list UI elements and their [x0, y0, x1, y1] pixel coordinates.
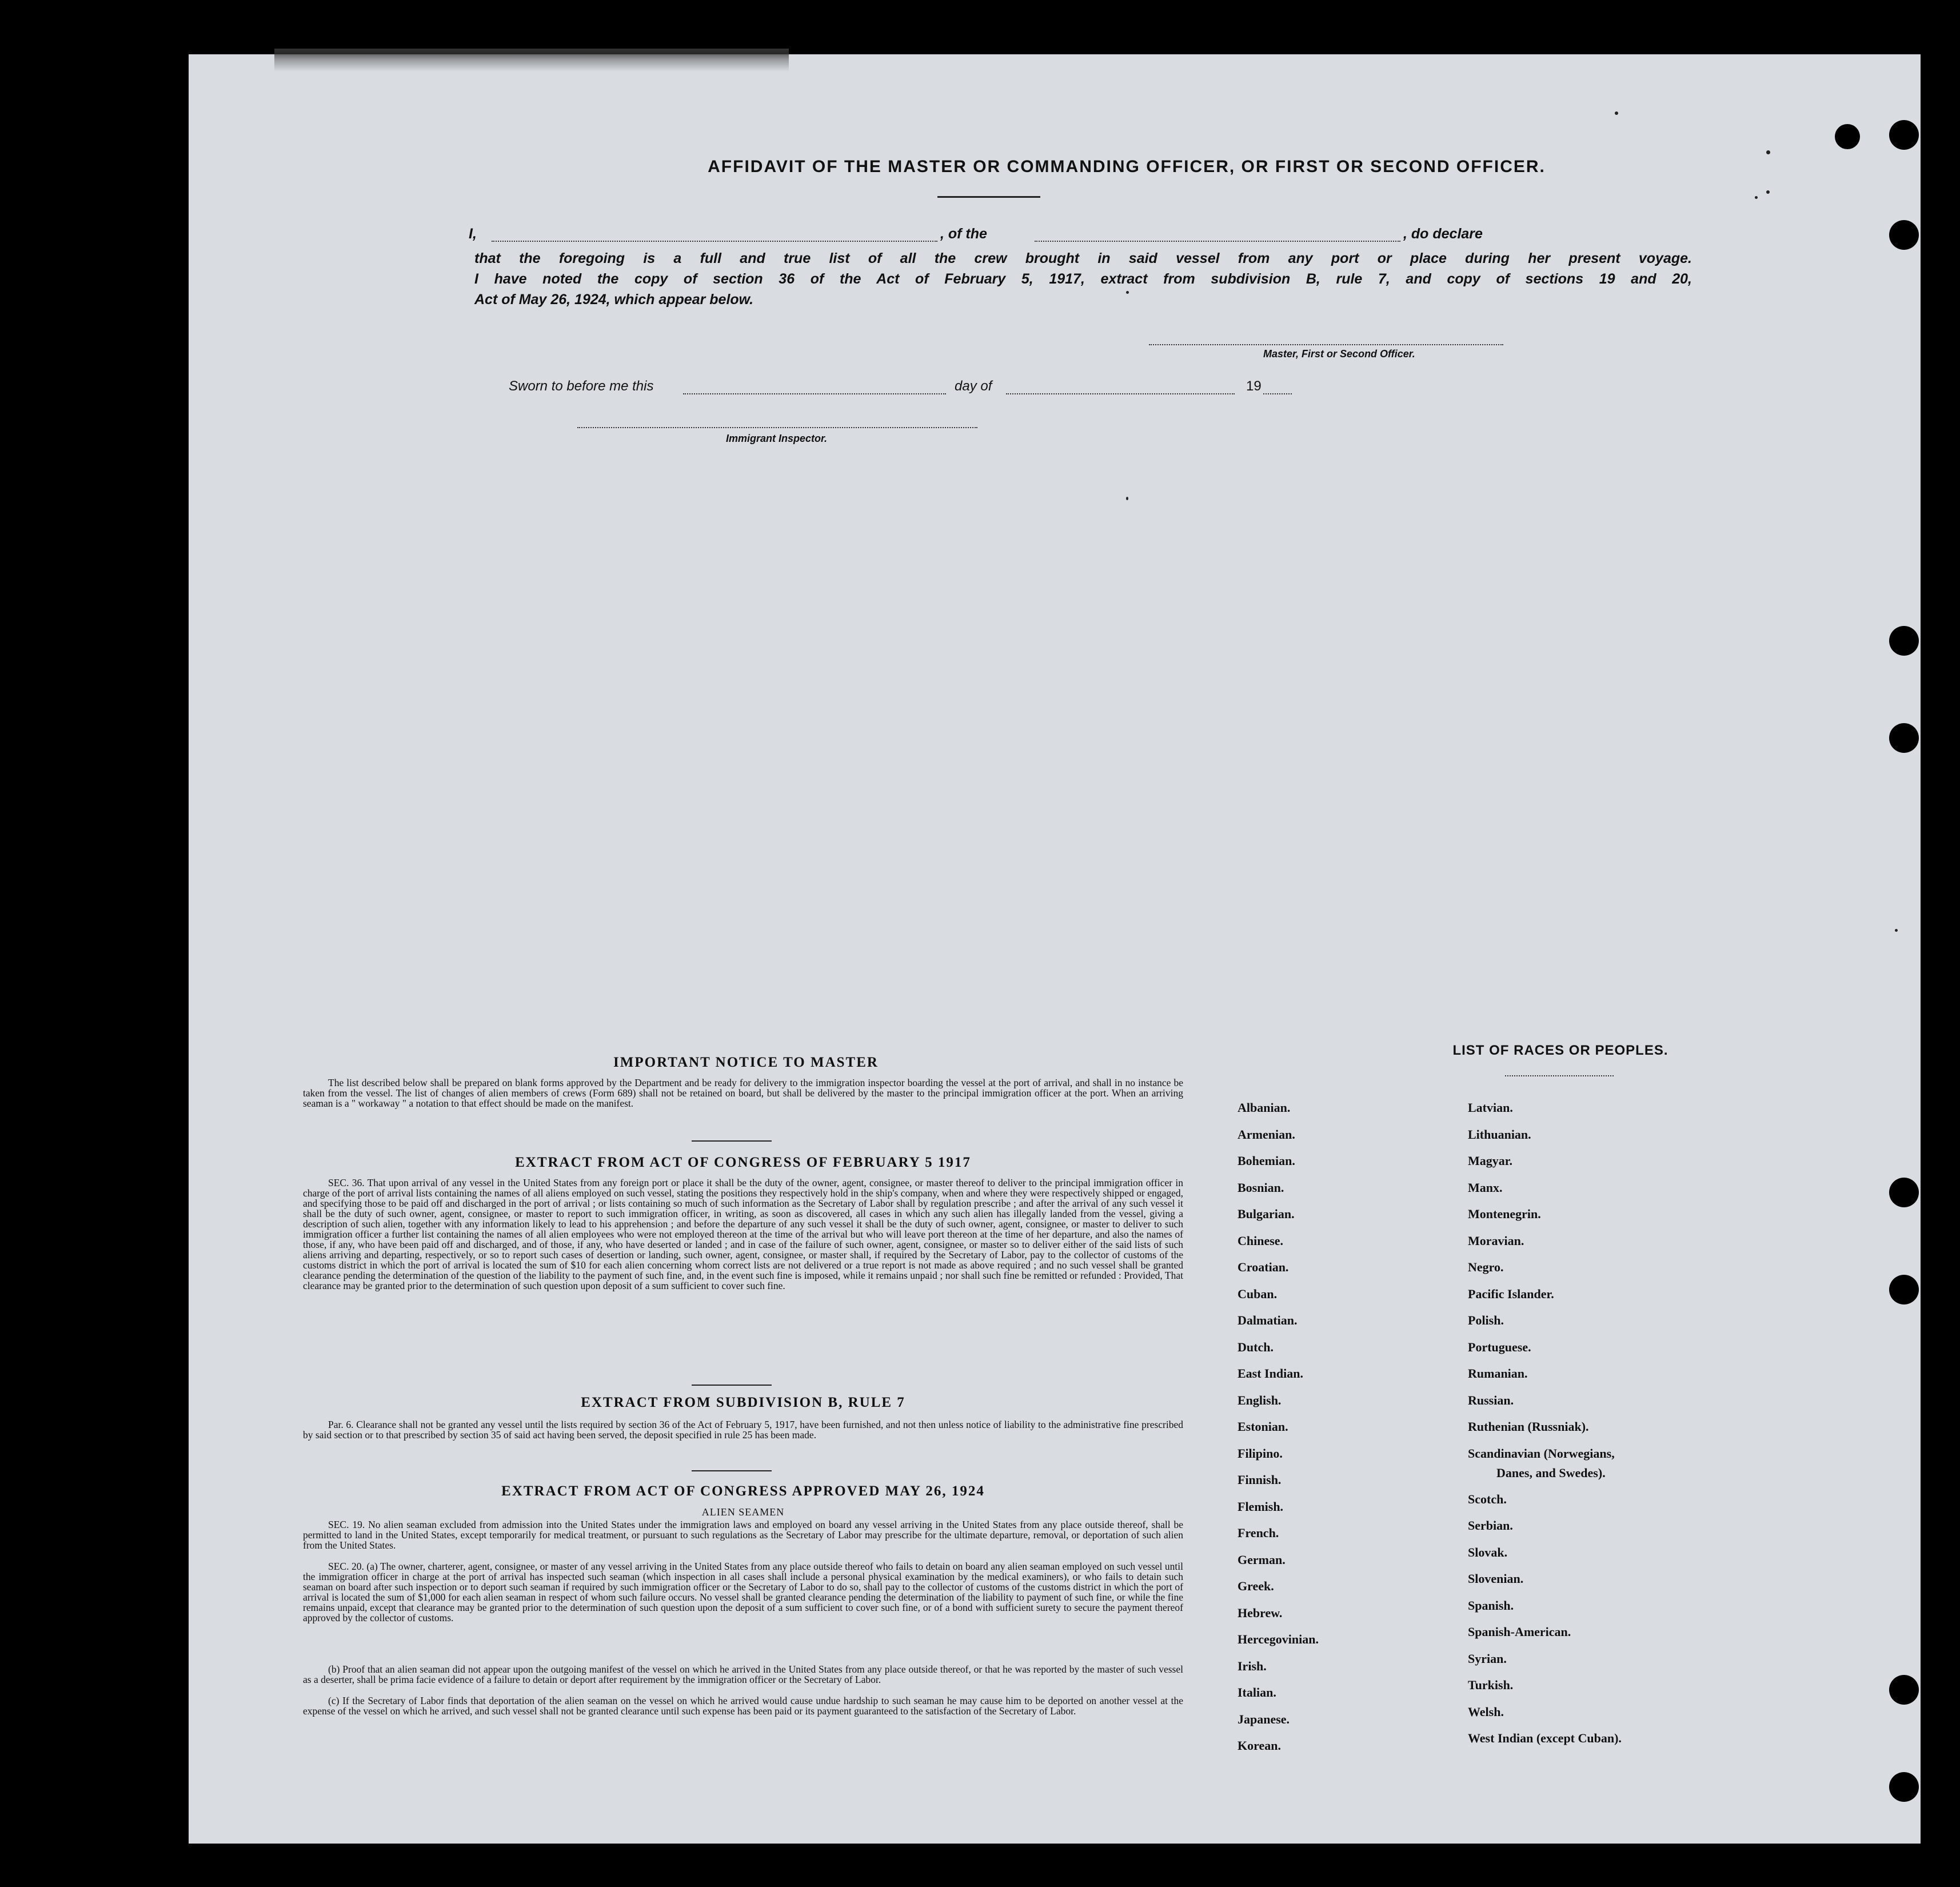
race-item: Magyar. [1468, 1154, 1513, 1168]
binder-hole [1889, 220, 1919, 250]
sworn-line [509, 378, 1480, 399]
race-item: Montenegrin. [1468, 1207, 1541, 1221]
race-item: Bosnian. [1238, 1180, 1284, 1195]
race-item: French. [1238, 1526, 1279, 1540]
declaration-line-4: Act of May 26, 1924, which appear below. [474, 292, 754, 308]
race-item: Albanian. [1238, 1100, 1291, 1115]
extract-1917-body: SEC. 36. That upon arrival of any vessel in the United States from any foreign port or place it shall be the duty of the owner, agent, consignee, or master thereof to deliver to the principal immigration officer in charge of the port of arrival lists containing the names of all aliens employed on such vessel, stating the positions they respectively hold in the ship's company, when and where they were respectively shipped or engaged, and specifying those to be paid off and discharged in the port of arrival ; or lists containing so much of such information as the Secretary of Labor shall by regulation prescribe ; and after the arrival of any such vessel it shall be the duty of such owner, agent, consignee, or master to report to such immigration officer, in writing, as soon as discovered, all cases in which any such alien has illegally landed from the vessel, giving a description of such alien, together with any information likely to lead to his apprehension ; and before the departure of any such vessel it shall be the duty of such owner, agent, consignee, or master to deliver to such immigration officer a further list containing the names of all alien employees who were not employed thereon at the time of the arrival but who will leave port thereon at the time of her departure, and also the names of those, if any, who have been paid off and discharged, and of those, if any, who have deserted or landed ; and in case of the failure of such owner, agent, consignee, or master so to deliver either of the said lists of such aliens arriving and departing, respectively, or so to report such cases of desertion or landing, such owner, agent, consignee, or master shall, if required by the Secretary of Labor, pay to the collector of customs of the customs district in which the port of arrival is located the sum of $10 for each alien concerning whom correct lists are not delivered or a true report is not made as above required ; and no such vessel shall be granted clearance pending the determination of the question of the liability to the payment of such fine, and, in the event such fine is imposed, while it remains unpaid ; nor shall such fine be remitted or refunded : Provided, That clearance may be granted prior to the determination of such question upon deposit of a sum sufficient to cover such fine. [303, 1177, 1183, 1291]
race-item: Moravian. [1468, 1233, 1524, 1248]
extract-1924-subtitle: ALIEN SEAMEN [701, 1506, 785, 1518]
name-field[interactable] [492, 241, 937, 242]
sworn-year-field[interactable] [1263, 393, 1292, 394]
extract-1917-title: EXTRACT FROM ACT OF CONGRESS OF FEBRUARY 5 1917 [515, 1155, 971, 1170]
race-item: Serbian. [1468, 1518, 1513, 1533]
race-item: Finnish. [1238, 1473, 1282, 1487]
sec-20a-body: SEC. 20. (a) The owner, charterer, agent, consignee, or master of any vessel arriving in the United States from any place outside thereof who fails to detain on board any alien seaman employed on such vessel until the immigration officer in charge at the port of arrival has inspected such seaman (which inspection in all cases shall include a personal physical examination by the medical examiners), or who fails to detain such seaman on board after such inspection or to deport such seaman if required by such immigration officer or the Secretary of Labor to do so, shall pay to the collector of customs of the customs district in which the port of arrival is located the sum of $1,000 for each alien seaman in respect of whom such failure occurs. No vessel shall be granted clearance pending the determination of the liability to payment of such fine, or while the fine remains unpaid, except that clearance may be granted prior to the determination of such question upon the deposit of a sum sufficient to cover such fine, or of a bond with sufficient surety to secure the payment thereof approved by the collector of customs. [303, 1561, 1183, 1623]
race-item: Irish. [1238, 1658, 1267, 1673]
do-declare-label: , do declare [1403, 226, 1483, 242]
race-item: Turkish. [1468, 1678, 1514, 1692]
sworn-month-field[interactable] [1006, 393, 1235, 394]
race-item: Bulgarian. [1238, 1207, 1295, 1221]
binder-hole [1889, 120, 1919, 150]
race-item: Estonian. [1238, 1419, 1288, 1434]
race-item: Slovak. [1468, 1545, 1508, 1559]
race-item: Rumanian. [1468, 1366, 1528, 1381]
extract-rule7-title: EXTRACT FROM SUBDIVISION B, RULE 7 [581, 1395, 905, 1410]
race-item: Spanish-American. [1468, 1625, 1571, 1639]
vessel-field[interactable] [1035, 241, 1400, 242]
binder-hole [1889, 626, 1919, 656]
race-item: Ruthenian (Russniak). [1468, 1419, 1589, 1434]
day-of-label: day of [955, 378, 992, 394]
binder-hole [1889, 1275, 1919, 1304]
race-item: Spanish. [1468, 1598, 1514, 1613]
document-page [189, 54, 1921, 1844]
i-label: I, [469, 226, 477, 242]
sec-19-body: SEC. 19. No alien seaman excluded from admission into the United States under the immigration laws and employed on board any vessel arriving in the United States from any place outside thereof, shall be permitted to land in the United States, except temporarily for medical treatment, or pursuant to such regulations as the Secretary of Labor may prescribe for the ultimate departure, removal, or deportation of such alien from the United States. [303, 1519, 1183, 1551]
binder-hole [1889, 723, 1919, 753]
scan-speck [1895, 929, 1898, 932]
binder-hole [1889, 1675, 1919, 1705]
of-the-label: , of the [940, 226, 987, 242]
race-item: Italian. [1238, 1685, 1276, 1700]
scan-speck [1126, 291, 1129, 294]
declarant-line [469, 226, 1698, 246]
race-item: Syrian. [1468, 1651, 1507, 1666]
extract-1924-title: EXTRACT FROM ACT OF CONGRESS APPROVED MAY 26, 1924 [501, 1483, 985, 1499]
scan-speck [1126, 497, 1128, 500]
sec-20b-body: (b) Proof that an alien seaman did not appear upon the outgoing manifest of the vessel on which he arrived in the United States from any place outside thereof, or that he was reported by the master of such vessel as a deserter, shall be prima facie evidence of a failure to detain or deport after requirement by the immigration officer or the Secretary of Labor. [303, 1663, 1183, 1685]
race-item: Korean. [1238, 1738, 1281, 1753]
race-item: West Indian (except Cuban). [1468, 1731, 1622, 1745]
divider [692, 1140, 772, 1142]
divider [692, 1470, 772, 1471]
race-item: Dalmatian. [1238, 1313, 1298, 1327]
race-item: Negro. [1468, 1260, 1504, 1274]
scan-smudge [274, 49, 789, 71]
race-item: Manx. [1468, 1180, 1503, 1195]
race-item: Chinese. [1238, 1233, 1284, 1248]
race-item: Portuguese. [1468, 1339, 1531, 1354]
race-item: Greek. [1238, 1579, 1274, 1593]
race-item: Welsh. [1468, 1704, 1504, 1719]
race-item: German. [1238, 1552, 1286, 1567]
extract-rule7-body: Par. 6. Clearance shall not be granted any vessel until the lists required by section 36 of the Act of February 5, 1917, have been furnished, and not then unless notice of liability to the administrative fine prescribed by said section or to that prescribed by section 35 of said act having been served, the deposit specified in rule 25 has been made. [303, 1419, 1183, 1441]
race-item: Filipino. [1238, 1446, 1283, 1461]
declaration-line-2: that the foregoing is a full and true list of all the crew brought in said vessel from any port or place during her present voyage. [474, 250, 1692, 266]
race-item: English. [1238, 1393, 1282, 1407]
race-item: East Indian. [1238, 1366, 1303, 1381]
binder-hole [1889, 1178, 1919, 1207]
scan-speck [1766, 150, 1770, 154]
race-item: Scandinavian (Norwegians, [1468, 1446, 1615, 1461]
scan-speck [1755, 196, 1758, 199]
race-item: Dutch. [1238, 1339, 1274, 1354]
race-item: Hebrew. [1238, 1605, 1283, 1620]
sworn-label: Sworn to before me this [509, 378, 654, 394]
inspector-caption: Immigrant Inspector. [726, 433, 828, 444]
race-item: Croatian. [1238, 1260, 1289, 1274]
divider [692, 1385, 772, 1386]
scan-speck [1766, 190, 1770, 194]
sworn-day-field[interactable] [683, 393, 946, 394]
race-item: Flemish. [1238, 1499, 1284, 1514]
race-item: Armenian. [1238, 1127, 1295, 1142]
race-item: Hercegovinian. [1238, 1632, 1319, 1646]
race-item: Lithuanian. [1468, 1127, 1531, 1142]
notice-body: The list described below shall be prepared on blank forms approved by the Department and be ready for delivery to the immigration inspector boarding the vessel at the port of arrival, and shall in no instance be taken from the vessel. The list of changes of alien members of crews (Form 689) shall not be retained on board, but shall be delivered by the master to the principal immigration officer at the port. When an arriving seaman is a " workaway " a notation to that effect should be made on the manifest. [303, 1077, 1183, 1109]
declaration-line-3: I have noted the copy of section 36 of the Act of February 5, 1917, extract from subdivision B, rule 7, and copy of sections 19 and 20, [474, 271, 1692, 287]
race-item: Cuban. [1238, 1286, 1278, 1301]
binder-hole [1835, 124, 1860, 149]
race-item: Pacific Islander. [1468, 1286, 1554, 1301]
race-item: Polish. [1468, 1313, 1504, 1327]
race-item: Russian. [1468, 1393, 1514, 1407]
binder-hole [1889, 1772, 1919, 1802]
race-item: Latvian. [1468, 1100, 1513, 1115]
title-underline [937, 196, 1040, 198]
year-label: 19 [1246, 378, 1262, 394]
races-title: LIST OF RACES OR PEOPLES. [1452, 1043, 1668, 1058]
notice-title: IMPORTANT NOTICE TO MASTER [613, 1055, 879, 1070]
sec-20c-body: (c) If the Secretary of Labor finds that deportation of the alien seaman on the vessel on which he arrived would cause undue hardship to such seaman he may cause him to be deported on another vessel at the expense of the vessel on which he arrived, and such vessel shall not be granted clearance until such expense has been paid or its payment guaranteed to the satisfaction of the Secretary of Labor. [303, 1695, 1183, 1717]
officer-caption: Master, First or Second Officer. [1263, 348, 1415, 360]
races-title-underline [1505, 1075, 1614, 1076]
race-item: Slovenian. [1468, 1571, 1524, 1586]
race-item: Scotch. [1468, 1491, 1507, 1506]
race-item: Japanese. [1238, 1712, 1290, 1726]
inspector-signature-field[interactable] [577, 427, 977, 428]
affidavit-title: AFFIDAVIT OF THE MASTER OR COMMANDING OFFICER, OR FIRST OR SECOND OFFICER. [708, 157, 1546, 176]
race-item: Danes, and Swedes). [1496, 1465, 1606, 1480]
race-item: Bohemian. [1238, 1154, 1295, 1168]
officer-signature-field[interactable] [1149, 344, 1503, 345]
scan-speck [1615, 111, 1618, 115]
